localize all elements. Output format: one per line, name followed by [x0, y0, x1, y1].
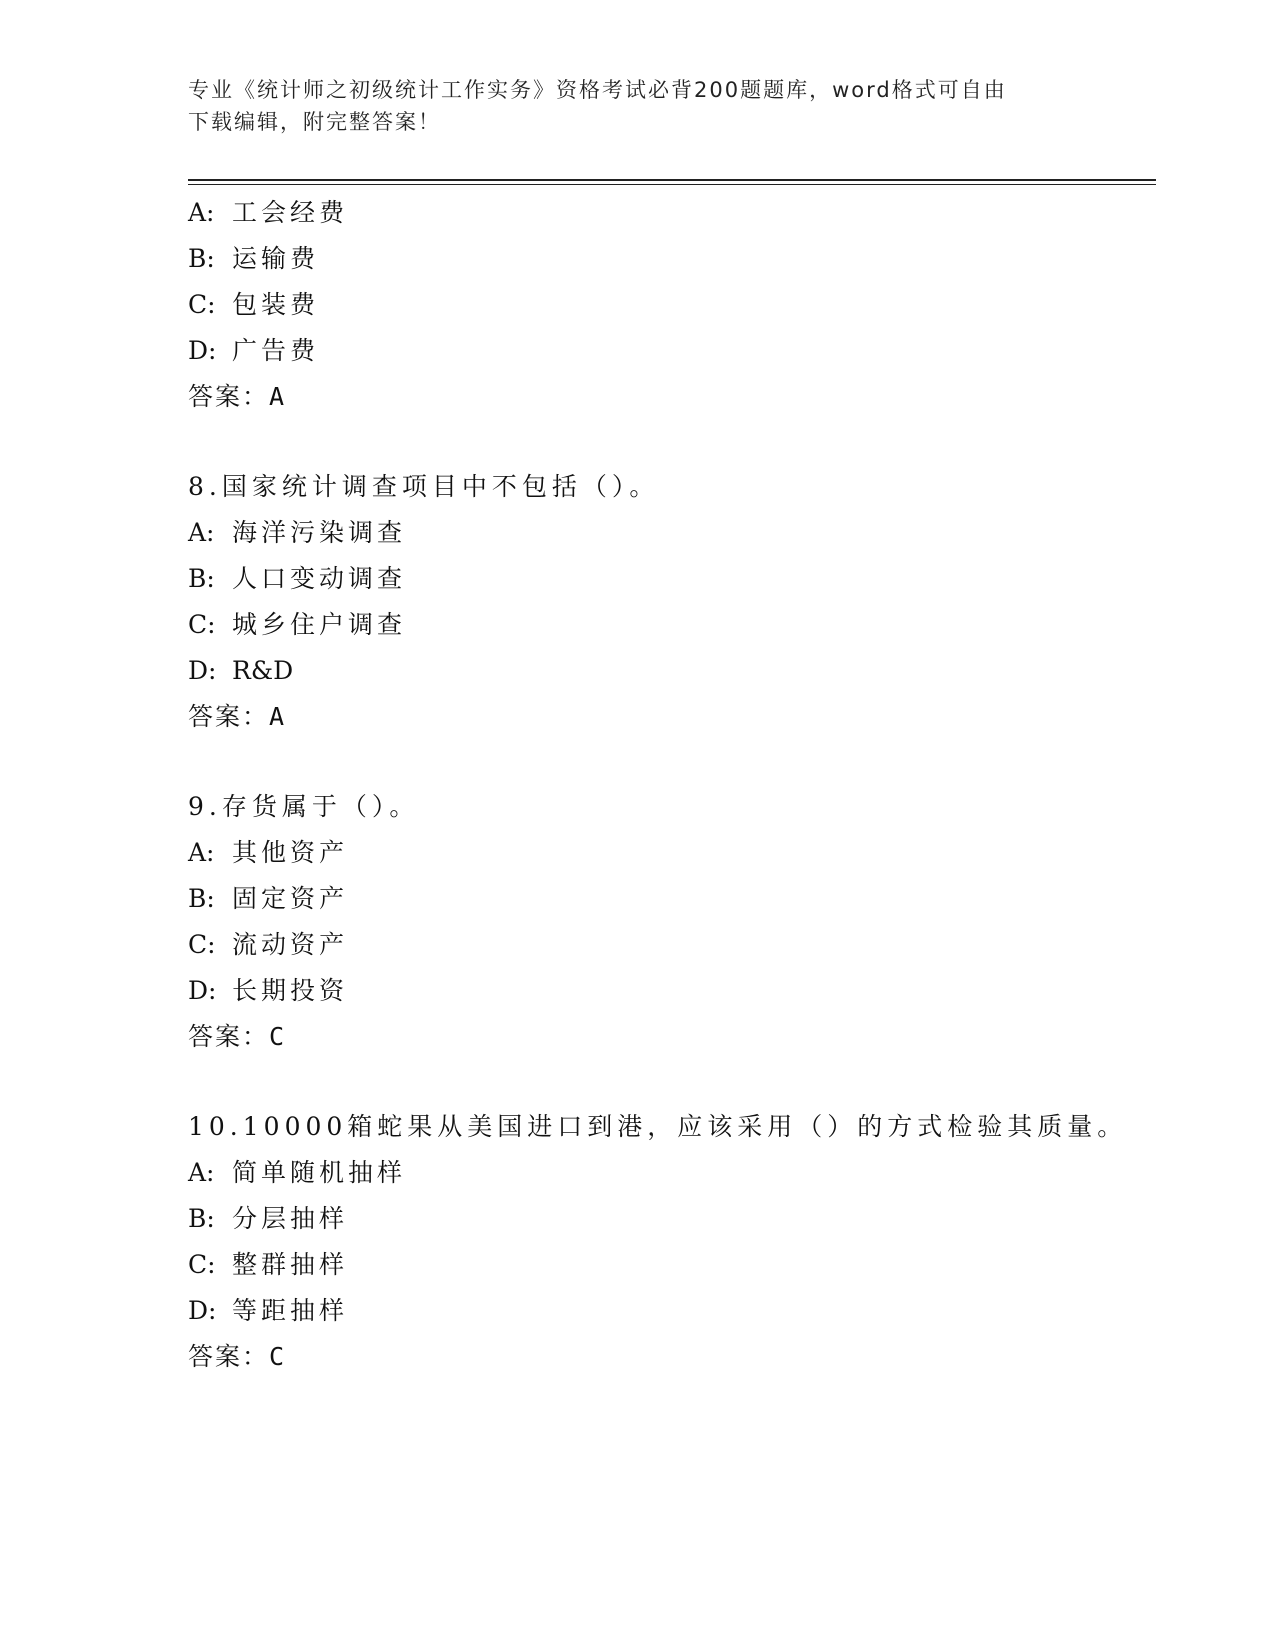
- header-line-1: 专业《统计师之初级统计工作实务》资格考试必背200题题库，word格式可自由: [188, 78, 1007, 102]
- option-d: [188, 1288, 1156, 1334]
- option-d: [188, 648, 1156, 694]
- question-stem: 9.存货属于（）。: [188, 792, 420, 821]
- answer-label: 答案：: [188, 1022, 270, 1051]
- option-text: 包装费: [232, 290, 320, 319]
- option-d: [188, 968, 1156, 1014]
- option-text: R&D: [232, 656, 294, 685]
- option-text: 城乡住户调查: [232, 610, 407, 639]
- question-stem: 10.10000箱蛇果从美国进口到港，应该采用（）的方式检验其质量。: [188, 1112, 1128, 1141]
- option-text: 人口变动调查: [232, 564, 407, 593]
- option-prefix: D:: [188, 976, 217, 1005]
- answer: [188, 1334, 1156, 1380]
- option-a: [188, 1150, 1156, 1196]
- option-text: 长期投资: [232, 976, 349, 1005]
- question-10: [188, 1104, 1156, 1380]
- question-9: [188, 784, 1156, 1060]
- option-prefix: C:: [188, 290, 216, 319]
- answer: [188, 374, 1156, 420]
- option-a: [188, 830, 1156, 876]
- option-c: [188, 1242, 1156, 1288]
- page-header: [188, 74, 1088, 138]
- option-prefix: B:: [188, 1204, 215, 1233]
- option-d: [188, 328, 1156, 374]
- option-b: [188, 876, 1156, 922]
- option-c: [188, 282, 1156, 328]
- header-divider: [188, 179, 1156, 185]
- answer-value: C: [269, 1022, 287, 1051]
- option-a: [188, 190, 1156, 236]
- option-prefix: C:: [188, 610, 216, 639]
- option-prefix: A:: [188, 198, 215, 227]
- option-text: 工会经费: [232, 198, 349, 227]
- option-b: [188, 236, 1156, 282]
- answer-label: 答案：: [188, 382, 270, 411]
- answer-value: C: [269, 1342, 287, 1371]
- option-text: 整群抽样: [232, 1250, 349, 1279]
- question-list: [188, 190, 1156, 1380]
- option-prefix: D:: [188, 656, 217, 685]
- option-text: 海洋污染调查: [232, 518, 407, 547]
- option-text: 其他资产: [232, 838, 349, 867]
- option-prefix: D:: [188, 1296, 217, 1325]
- option-a: [188, 510, 1156, 556]
- question-8: [188, 464, 1156, 740]
- answer-value: A: [269, 702, 287, 731]
- option-prefix: B:: [188, 244, 215, 273]
- option-text: 固定资产: [232, 884, 349, 913]
- option-text: 等距抽样: [232, 1296, 349, 1325]
- option-c: [188, 602, 1156, 648]
- option-text: 流动资产: [232, 930, 349, 959]
- header-line-2: 下载编辑，附完整答案！: [188, 110, 441, 134]
- option-c: [188, 922, 1156, 968]
- answer: [188, 694, 1156, 740]
- question-stem: 8.国家统计调查项目中不包括（）。: [188, 472, 660, 501]
- option-prefix: C:: [188, 1250, 216, 1279]
- option-prefix: A:: [188, 1158, 215, 1187]
- option-b: [188, 556, 1156, 602]
- option-text: 运输费: [232, 244, 320, 273]
- option-b: [188, 1196, 1156, 1242]
- option-text: 广告费: [232, 336, 320, 365]
- option-text: 简单随机抽样: [232, 1158, 407, 1187]
- option-prefix: B:: [188, 884, 215, 913]
- option-prefix: D:: [188, 336, 217, 365]
- option-prefix: B:: [188, 564, 215, 593]
- answer-label: 答案：: [188, 1342, 270, 1371]
- option-prefix: A:: [188, 838, 215, 867]
- answer-label: 答案：: [188, 702, 270, 731]
- answer-value: A: [269, 382, 287, 411]
- option-text: 分层抽样: [232, 1204, 349, 1233]
- option-prefix: C:: [188, 930, 216, 959]
- answer: [188, 1014, 1156, 1060]
- question-7: [188, 190, 1156, 420]
- option-prefix: A:: [188, 518, 215, 547]
